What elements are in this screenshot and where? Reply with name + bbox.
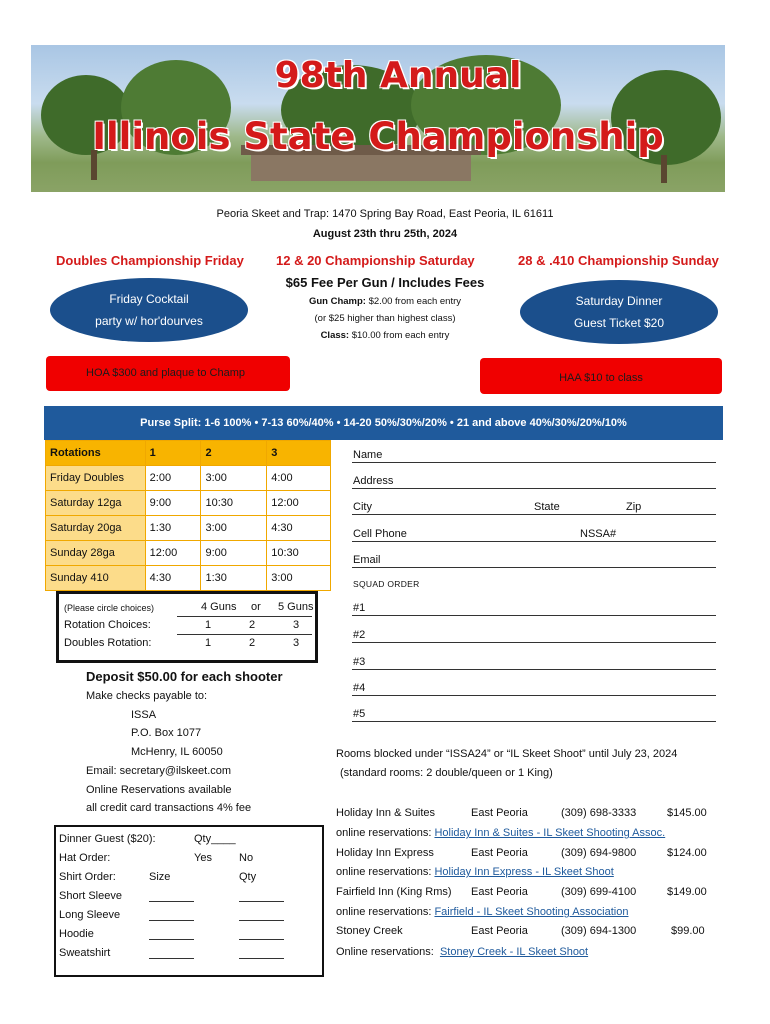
table-cell: 1:30 bbox=[201, 566, 267, 591]
squad-5-label: #5 bbox=[353, 708, 366, 720]
qty-header: Qty bbox=[239, 871, 257, 883]
holiday-inn-express-link[interactable]: Holiday Inn Express - IL Skeet Shoot bbox=[434, 866, 614, 878]
deposit-checks: Make checks payable to: bbox=[86, 690, 208, 702]
hotel-link-row bbox=[336, 827, 665, 839]
hotel-city: East Peoria bbox=[471, 886, 528, 898]
table-row bbox=[46, 516, 331, 541]
long-size-field[interactable] bbox=[149, 909, 194, 921]
table-cell: Sunday 410 bbox=[46, 566, 146, 591]
sweat-size-field[interactable] bbox=[149, 947, 194, 959]
rotation-choice-1[interactable]: 1 bbox=[205, 619, 212, 631]
hotel-price: $149.00 bbox=[667, 886, 707, 898]
squad-5-field[interactable] bbox=[352, 707, 716, 722]
location-text: Peoria Skeet and Trap: 1470 Spring Bay Road, East Peoria, IL 61611 bbox=[216, 208, 554, 220]
table-cell: 3:00 bbox=[201, 516, 267, 541]
squad-1-field[interactable] bbox=[352, 601, 716, 616]
or-text: or bbox=[251, 601, 261, 613]
order-box bbox=[54, 825, 324, 977]
gun-champ-label: Gun Champ: bbox=[308, 296, 366, 307]
hotel-name: Holiday Inn & Suites bbox=[336, 807, 436, 819]
squad-4-field[interactable] bbox=[352, 681, 716, 696]
email-label: Email bbox=[353, 554, 381, 566]
rooms-blocked-text: Rooms blocked under “ISSA24” or “IL Skeet Shoot” until July 23, 2024 bbox=[336, 748, 678, 760]
city-label: City bbox=[353, 501, 372, 513]
four-guns-option[interactable]: 4 Guns bbox=[201, 601, 237, 613]
hotel-city: East Peoria bbox=[471, 925, 528, 937]
header-cell: 3 bbox=[267, 441, 331, 466]
dinner-guest-label: Dinner Guest ($20): bbox=[59, 833, 156, 845]
link-prefix: online reservations: bbox=[336, 866, 435, 878]
friday-oval-line1: Friday Cocktail bbox=[109, 292, 189, 306]
table-cell: 4:30 bbox=[145, 566, 201, 591]
state-label: State bbox=[534, 501, 560, 513]
deposit-email: Email: secretary@ilskeet.com bbox=[86, 765, 232, 777]
hat-yes[interactable]: Yes bbox=[194, 852, 212, 864]
link-prefix: online reservations: bbox=[336, 827, 435, 839]
deposit-fee: all credit card transactions 4% fee bbox=[86, 802, 252, 814]
email-field[interactable] bbox=[352, 553, 716, 568]
long-qty-field[interactable] bbox=[239, 909, 284, 921]
table-cell: 3:00 bbox=[201, 466, 267, 491]
table-cell: 1:30 bbox=[145, 516, 201, 541]
hotel-phone: (309) 694-1300 bbox=[561, 925, 637, 937]
squad-2-field[interactable] bbox=[352, 628, 716, 643]
rooms-standard-text: (standard rooms: 2 double/queen or 1 King) bbox=[340, 767, 553, 779]
table-row bbox=[46, 491, 331, 516]
table-cell: 9:00 bbox=[145, 491, 201, 516]
banner-image bbox=[31, 45, 725, 192]
dates-text: August 23th thru 25th, 2024 bbox=[312, 228, 458, 240]
deposit-city: McHenry, IL 60050 bbox=[131, 746, 223, 758]
purse-split-bar bbox=[44, 406, 723, 440]
deposit-title: Deposit $50.00 for each shooter bbox=[86, 669, 283, 684]
deposit-online: Online Reservations available bbox=[86, 784, 232, 796]
address-field[interactable] bbox=[352, 474, 716, 489]
saturday-title: 12 & 20 Championship Saturday bbox=[276, 253, 475, 268]
doubles-choice-1[interactable]: 1 bbox=[205, 637, 212, 649]
friday-oval bbox=[50, 278, 248, 342]
choices-box bbox=[56, 591, 318, 663]
purse-split-text: Purse Split: 1-6 100% • 7-13 60%/40% • 14-20 50%/30%/20% • 21 and above 40%/30%/20%/10% bbox=[140, 417, 627, 429]
table-cell: 4:00 bbox=[267, 466, 331, 491]
name-field[interactable] bbox=[352, 448, 716, 463]
hoodie-size-field[interactable] bbox=[149, 928, 194, 940]
hotel-phone: (309) 699-4100 bbox=[561, 886, 637, 898]
table-cell: 2:00 bbox=[145, 466, 201, 491]
link-prefix: online reservations: bbox=[336, 906, 435, 918]
address-label: Address bbox=[353, 475, 394, 487]
haa-text: HAA $10 to class bbox=[559, 372, 643, 384]
saturday-oval-line1: Saturday Dinner bbox=[575, 294, 663, 308]
zip-label: Zip bbox=[626, 501, 642, 513]
long-sleeve-label: Long Sleeve bbox=[59, 909, 121, 921]
hotel-link-row bbox=[336, 866, 614, 878]
table-cell: Saturday 12ga bbox=[46, 491, 146, 516]
sweatshirt-label: Sweatshirt bbox=[59, 947, 111, 959]
hotel-phone: (309) 698-3333 bbox=[561, 807, 637, 819]
hotel-price: $124.00 bbox=[667, 847, 707, 859]
table-cell: 10:30 bbox=[201, 491, 267, 516]
fairfield-link[interactable]: Fairfield - IL Skeet Shooting Association bbox=[434, 906, 629, 918]
hat-order-label: Hat Order: bbox=[59, 852, 111, 864]
short-size-field[interactable] bbox=[149, 890, 194, 902]
table-cell: 12:00 bbox=[145, 541, 201, 566]
gun-champ-text: $2.00 from each entry bbox=[365, 296, 462, 307]
table-header-row bbox=[46, 441, 331, 466]
table-cell: 10:30 bbox=[267, 541, 331, 566]
header-cell: Rotations bbox=[46, 441, 146, 466]
cell-nssa-field[interactable] bbox=[352, 527, 716, 542]
sweat-qty-field[interactable] bbox=[239, 947, 284, 959]
table-row bbox=[46, 541, 331, 566]
hotel-city: East Peoria bbox=[471, 807, 528, 819]
hotel-price: $99.00 bbox=[671, 925, 705, 937]
hoodie-qty-field[interactable] bbox=[239, 928, 284, 940]
table-cell: Friday Doubles bbox=[46, 466, 146, 491]
short-qty-field[interactable] bbox=[239, 890, 284, 902]
squad-1-label: #1 bbox=[353, 602, 366, 614]
squad-4-label: #4 bbox=[353, 682, 366, 694]
class-text: $10.00 from each entry bbox=[349, 330, 450, 341]
cell-phone-label: Cell Phone bbox=[353, 528, 407, 540]
link-prefix: Online reservations: bbox=[336, 946, 440, 958]
hotel-link-row bbox=[336, 906, 628, 918]
name-label: Name bbox=[353, 449, 383, 461]
header-cell: 2 bbox=[201, 441, 267, 466]
class-label: Class: bbox=[320, 330, 350, 341]
size-header: Size bbox=[149, 871, 171, 883]
stoney-creek-link[interactable]: Stoney Creek - IL Skeet Shoot bbox=[439, 946, 589, 958]
table-cell: 9:00 bbox=[201, 541, 267, 566]
hotel-phone: (309) 694-9800 bbox=[561, 847, 637, 859]
table-row bbox=[46, 566, 331, 591]
rotation-choice-2[interactable]: 2 bbox=[249, 619, 256, 631]
squad-2-label: #2 bbox=[353, 629, 366, 641]
short-sleeve-label: Short Sleeve bbox=[59, 890, 122, 902]
hotel-price: $145.00 bbox=[667, 807, 707, 819]
hotel-name: Stoney Creek bbox=[336, 925, 403, 937]
city-state-zip-field[interactable] bbox=[352, 500, 716, 515]
table-cell: 12:00 bbox=[267, 491, 331, 516]
choices-note: (Please circle choices) bbox=[64, 603, 155, 613]
hotel-city: East Peoria bbox=[471, 847, 528, 859]
table-cell: 4:30 bbox=[267, 516, 331, 541]
banner-title-line1: 98th Annual bbox=[274, 55, 522, 96]
fee-text: $65 Fee Per Gun / Includes Fees bbox=[285, 275, 485, 290]
hotel-link-row bbox=[336, 946, 588, 958]
doubles-choice-3[interactable]: 3 bbox=[293, 637, 300, 649]
gun-champ-note: (or $25 higher than highest class) bbox=[314, 313, 456, 324]
friday-oval-line2: party w/ hor'dourves bbox=[95, 314, 203, 328]
table-cell: 3:00 bbox=[267, 566, 331, 591]
hotel-name: Holiday Inn Express bbox=[336, 847, 434, 859]
haa-bar bbox=[480, 358, 722, 394]
rotations-table bbox=[45, 440, 331, 591]
saturday-oval-line2: Guest Ticket $20 bbox=[573, 316, 665, 330]
hat-no[interactable]: No bbox=[239, 852, 254, 864]
deposit-org: ISSA bbox=[131, 709, 157, 721]
dinner-qty-field[interactable]: Qty____ bbox=[194, 833, 236, 845]
sunday-title: 28 & .410 Championship Sunday bbox=[518, 253, 719, 268]
rotation-choice-3[interactable]: 3 bbox=[293, 619, 300, 631]
table-row bbox=[46, 466, 331, 491]
hoodie-label: Hoodie bbox=[59, 928, 94, 940]
hoa-bar bbox=[46, 356, 290, 391]
rotation-choices-label: Rotation Choices: bbox=[64, 619, 151, 631]
doubles-rotation-label: Doubles Rotation: bbox=[64, 637, 152, 649]
saturday-oval bbox=[520, 280, 718, 344]
table-cell: Saturday 20ga bbox=[46, 516, 146, 541]
squad-3-field[interactable] bbox=[352, 655, 716, 670]
nssa-label: NSSA# bbox=[580, 528, 617, 540]
header-cell: 1 bbox=[145, 441, 201, 466]
friday-title: Doubles Championship Friday bbox=[56, 253, 244, 268]
banner-title-line2: Illinois State Championship bbox=[92, 115, 664, 158]
hoa-text: HOA $300 and plaque to Champ bbox=[86, 367, 246, 379]
squad-3-label: #3 bbox=[353, 656, 366, 668]
doubles-choice-2[interactable]: 2 bbox=[249, 637, 256, 649]
hotel-name: Fairfield Inn (King Rms) bbox=[336, 886, 452, 898]
squad-order-heading: SQUAD ORDER bbox=[353, 579, 420, 589]
five-guns-option[interactable]: 5 Guns bbox=[278, 601, 314, 613]
holiday-inn-suites-link[interactable]: Holiday Inn & Suites - IL Skeet Shooting Assoc. bbox=[434, 827, 666, 839]
deposit-box: P.O. Box 1077 bbox=[131, 727, 202, 739]
shirt-order-label: Shirt Order: bbox=[59, 871, 116, 883]
table-cell: Sunday 28ga bbox=[46, 541, 146, 566]
